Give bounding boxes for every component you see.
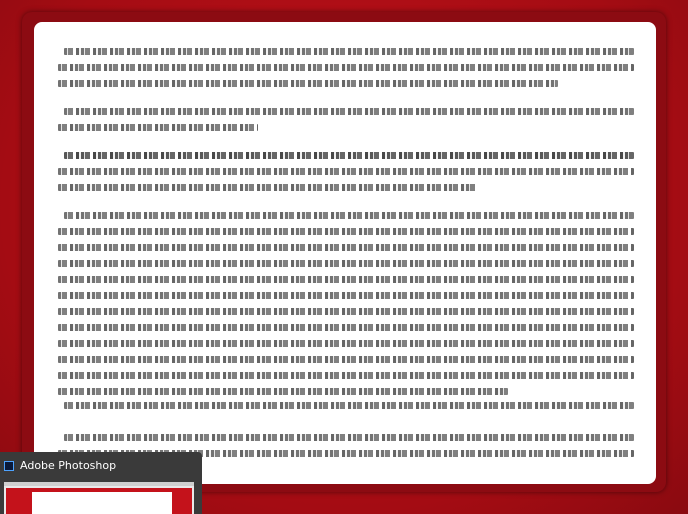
text-line (64, 434, 634, 441)
thumbnail-preview[interactable] (4, 482, 194, 514)
text-line (58, 124, 258, 131)
text-line (64, 402, 634, 409)
text-line (58, 244, 634, 251)
text-line (58, 228, 634, 235)
text-line (64, 152, 634, 159)
text-line (58, 292, 634, 299)
text-line (58, 324, 634, 331)
text-line (58, 168, 634, 175)
text-line (58, 184, 478, 191)
text-line (58, 388, 508, 395)
text-line (64, 108, 634, 115)
text-line (58, 80, 558, 87)
thumbnail-app-label: Adobe Photoshop (20, 459, 117, 472)
scanned-document-page (34, 22, 656, 484)
text-line (58, 260, 634, 267)
text-line (58, 356, 634, 363)
text-line (64, 212, 634, 219)
thumbnail-menubar (4, 482, 194, 486)
taskbar-window-thumbnail[interactable] (0, 452, 202, 514)
text-line (58, 340, 634, 347)
photoshop-icon (4, 461, 14, 471)
text-line (58, 308, 634, 315)
text-line (64, 48, 634, 55)
text-line (58, 276, 634, 283)
thumbnail-title[interactable] (4, 458, 200, 474)
text-line (58, 372, 634, 379)
text-line (58, 64, 634, 71)
thumbnail-document (32, 492, 172, 514)
